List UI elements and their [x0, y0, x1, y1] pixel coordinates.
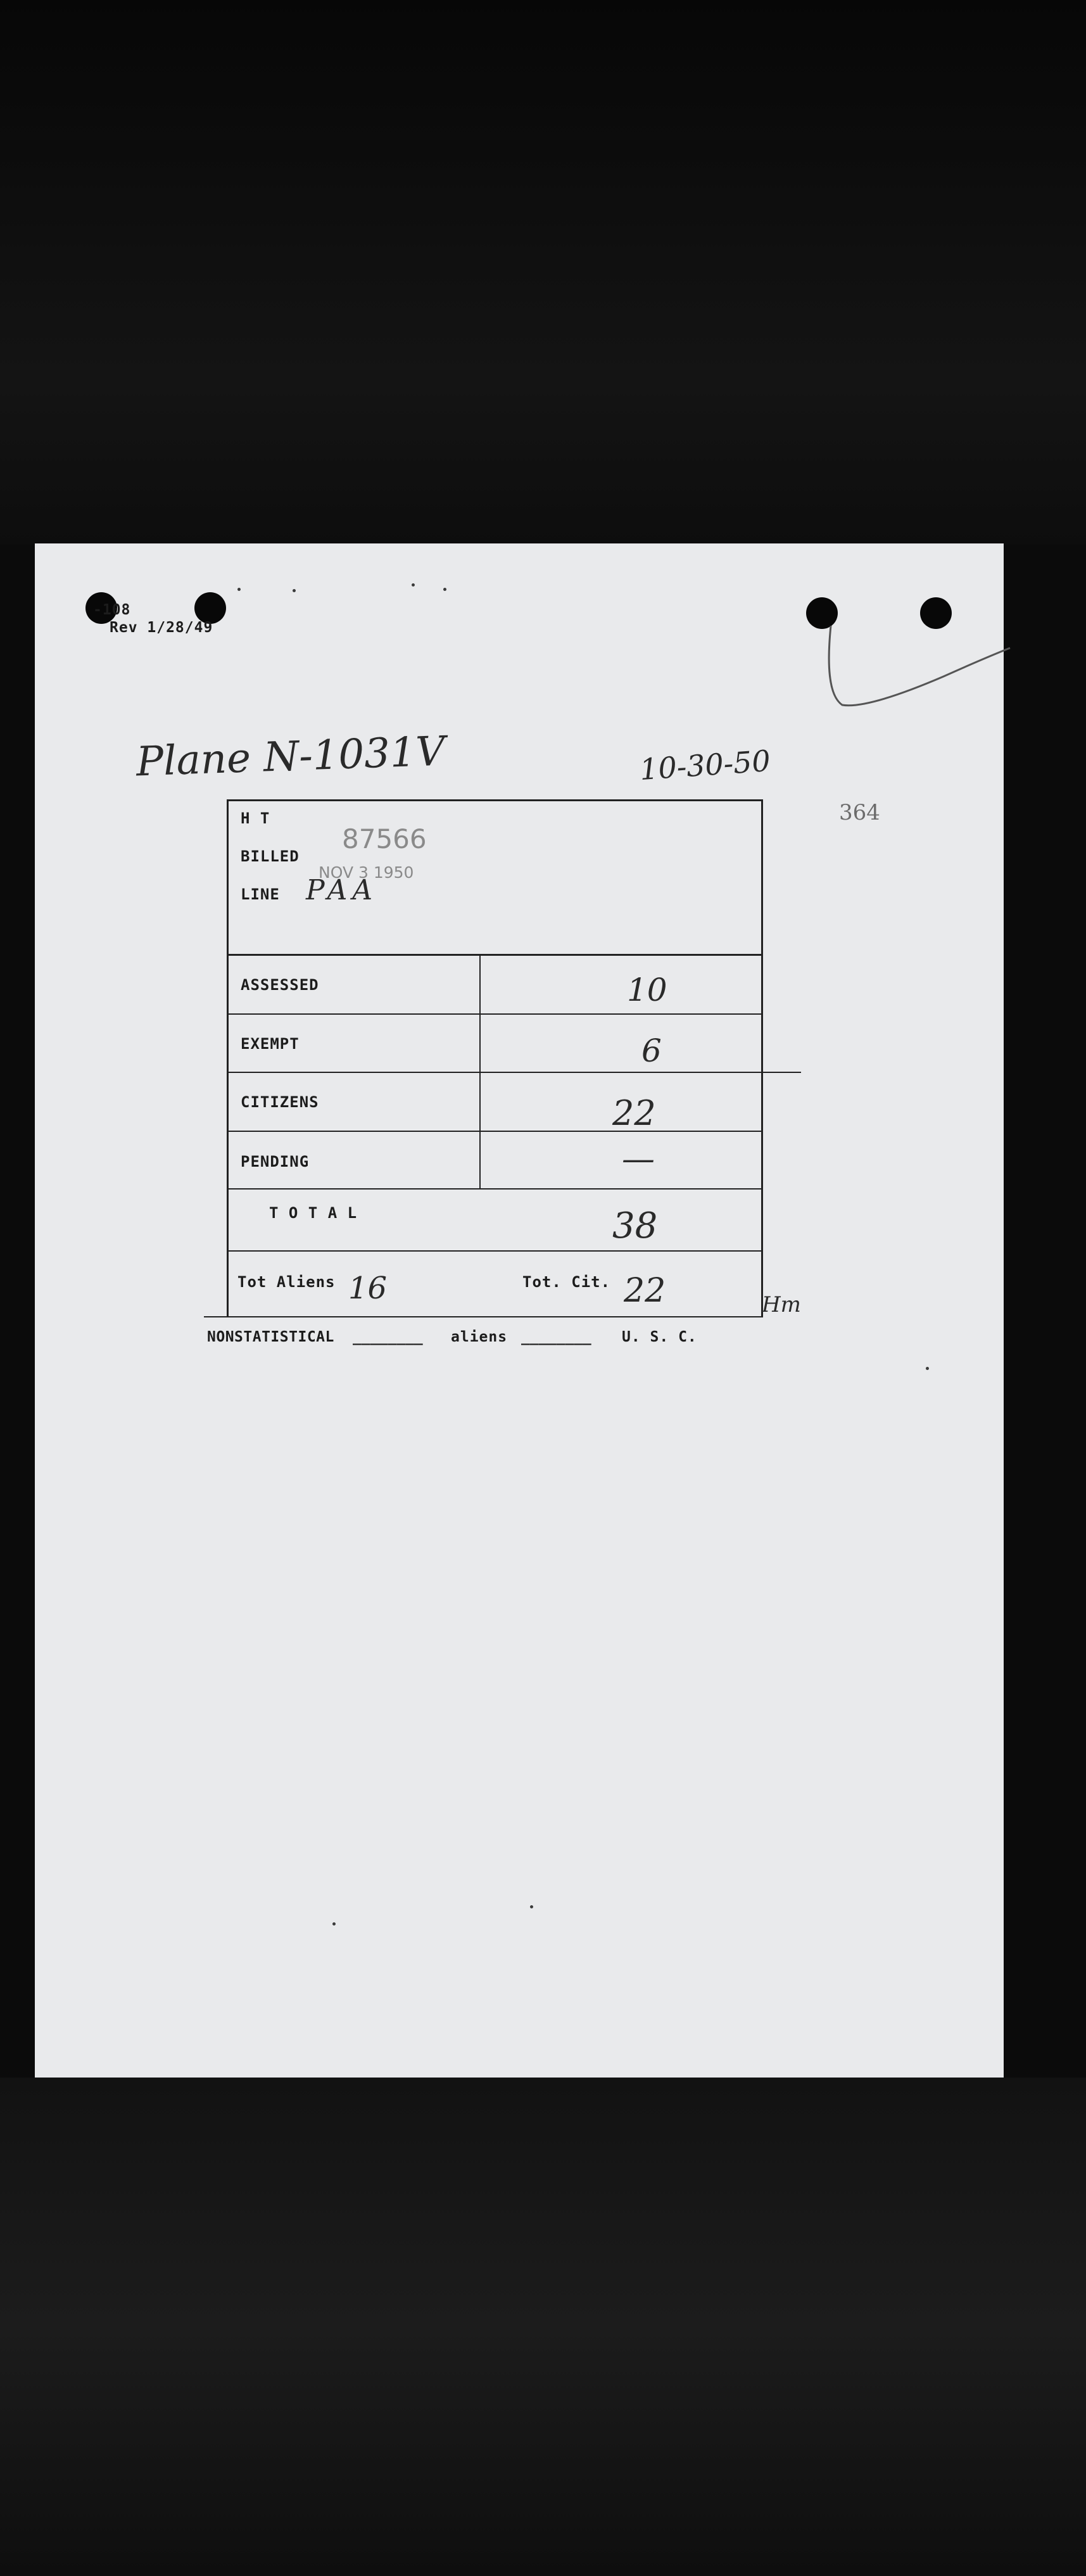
form-revision: Rev 1/28/49: [110, 619, 213, 636]
dust-speck: [443, 588, 446, 591]
citizens-label: CITIZENS: [241, 1093, 319, 1111]
scan-background-top: [0, 0, 1086, 545]
billed-number-stamp: 87566: [342, 823, 427, 854]
dust-speck: [926, 1367, 929, 1370]
nonstatistical-label: NONSTATISTICAL: [207, 1329, 334, 1345]
form-sheet: [35, 543, 1004, 2078]
ht-label: H T: [241, 809, 270, 827]
box-bottom-border: [204, 1316, 763, 1317]
pencil-stroke: [823, 626, 1013, 721]
scan-background-bottom: [0, 2078, 1086, 2576]
row-divider: [227, 1072, 763, 1073]
usc-label: U. S. C.: [622, 1329, 697, 1345]
handwritten-date: 10-30-50: [638, 743, 772, 787]
line-value: PAA: [306, 874, 378, 906]
pending-label: PENDING: [241, 1153, 310, 1171]
citizens-value: 22: [612, 1093, 656, 1133]
punch-hole-right-1: [806, 597, 838, 629]
initials: Hm: [762, 1292, 801, 1317]
row-divider: [227, 1250, 763, 1252]
dust-speck: [412, 583, 415, 587]
billed-label: BILLED: [241, 847, 300, 865]
column-divider: [479, 954, 481, 1188]
box-right-border: [761, 799, 763, 1317]
tot-cit-value: 22: [624, 1272, 666, 1310]
form-number: -108: [93, 602, 131, 618]
row-divider: [227, 1013, 763, 1015]
punch-hole-right-2: [920, 597, 952, 629]
row-divider: [227, 1188, 763, 1190]
dust-speck: [332, 1922, 336, 1926]
tot-aliens-value: 16: [348, 1271, 388, 1306]
dust-speck: [293, 589, 296, 592]
tot-cit-label: Tot. Cit.: [522, 1273, 611, 1291]
dust-speck: [530, 1905, 533, 1908]
total-label: T O T A L: [269, 1204, 358, 1222]
plane-number: Plane N-1031V: [135, 728, 446, 786]
box-top-border: [227, 799, 763, 801]
line-label: LINE: [241, 885, 280, 903]
assessed-value: 10: [627, 972, 667, 1008]
assessed-label: ASSESSED: [241, 976, 319, 994]
row-divider: [227, 954, 763, 956]
total-value: 38: [612, 1205, 658, 1247]
row-divider-extension: [763, 1072, 801, 1073]
tot-aliens-label: Tot Aliens: [237, 1273, 336, 1291]
billed-date-stamp: NOV 3 1950: [319, 863, 414, 882]
row-divider: [227, 1131, 763, 1132]
nonstatistical-blank-2: ________: [521, 1329, 591, 1345]
nonstatistical-blank-1: ________: [353, 1329, 423, 1345]
page-number: 364: [839, 800, 880, 825]
exempt-value: 6: [641, 1032, 662, 1069]
pending-value: —: [622, 1140, 655, 1178]
dust-speck: [237, 588, 241, 591]
box-left-border: [227, 799, 229, 1317]
aliens-label: aliens: [451, 1329, 508, 1345]
exempt-label: EXEMPT: [241, 1035, 300, 1053]
